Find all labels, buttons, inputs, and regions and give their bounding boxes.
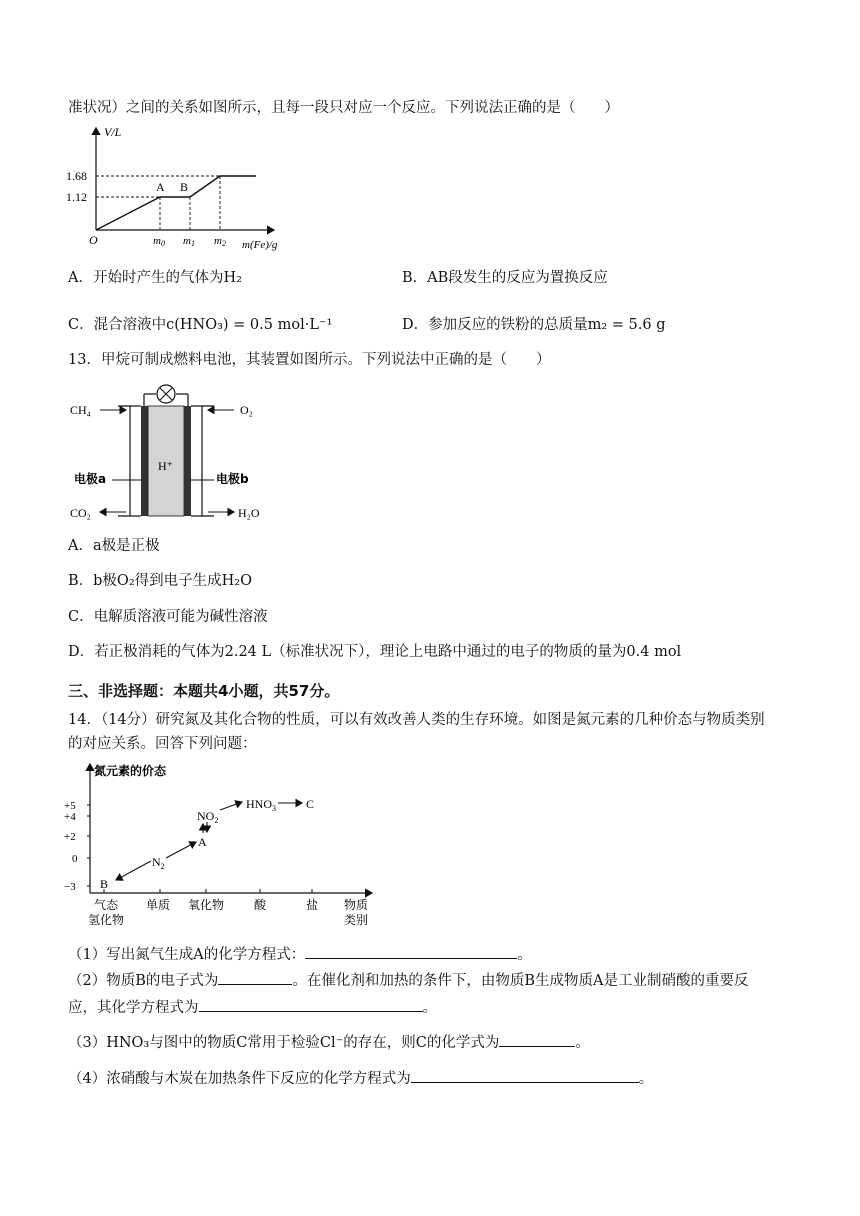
volume-line xyxy=(96,176,256,230)
species-b: B xyxy=(100,877,109,891)
species-c: C xyxy=(306,797,315,811)
q13-option-a: A．a极是正极 xyxy=(68,538,160,554)
cat-class-1: 物质 xyxy=(344,898,369,912)
answer-blank-2[interactable] xyxy=(218,970,292,985)
q12-option-d: D．参加反应的铁粉的总质量m₂ = 5.6 g xyxy=(402,317,666,333)
y-tick-minus3: −3 xyxy=(64,881,76,893)
h2o-label: H₂O xyxy=(238,506,260,520)
o2-label: O₂ xyxy=(240,403,253,417)
cat-salt: 盐 xyxy=(306,898,319,912)
q14-stem-line1: 14．（14分）研究氮及其化合物的性质，可以有效改善人类的生存环境。如图是氮元素的几种价态与物质类别 xyxy=(68,712,765,728)
y-tick-plus2: +2 xyxy=(64,831,76,843)
q13-stem: 13．甲烷可制成燃料电池，其装置如图所示。下列说法中正确的是（ ） xyxy=(68,352,551,368)
species-hno3: $HNO_3$ xyxy=(246,797,276,813)
cat-acid: 酸 xyxy=(254,898,267,912)
y-tick-112: 1.12 xyxy=(66,190,87,204)
q13-option-d: D．若正极消耗的气体为2.24 L（标准状况下），理论上电路中通过的电子的物质的量为0.4 mol xyxy=(68,644,682,660)
h-ion-label: H⁺ xyxy=(158,459,173,473)
answer-blank-4[interactable] xyxy=(499,1032,575,1047)
valence-y-label: 氮元素的价态 xyxy=(94,764,167,778)
cat-hydride-2: 氢化物 xyxy=(88,913,125,927)
y-tick-plus5: +5 xyxy=(64,800,76,812)
answer-blank-5[interactable] xyxy=(411,1068,639,1083)
x-axis-label: m(Fe)/g xyxy=(242,239,278,251)
q14-nitrogen-valence-diagram xyxy=(60,758,380,936)
ch4-label: CH₄ xyxy=(70,403,91,417)
species-no2: $NO_2$ xyxy=(197,809,219,825)
q13-option-b: B．b极O₂得到电子生成H₂O xyxy=(68,573,252,589)
y-tick-0: 0 xyxy=(72,853,78,865)
cat-hydride-1: 气态 xyxy=(94,898,119,912)
q13-option-c: C．电解质溶液可能为碱性溶液 xyxy=(68,609,268,625)
x-tick-m1: m1 xyxy=(183,235,195,248)
cat-element: 单质 xyxy=(146,898,171,912)
x-tick-m0: m0 xyxy=(153,235,165,248)
section3-title: 三、非选择题：本题共4小题，共57分。 xyxy=(68,682,340,700)
y-axis-label: V/L xyxy=(104,125,122,139)
origin-label: O xyxy=(89,233,98,247)
answer-blank-3[interactable] xyxy=(199,997,423,1012)
q14-sub1: （1）写出氮气生成A的化学方程式： 。 xyxy=(68,944,532,965)
q14-sub2-cont: 应，其化学方程式为 。 xyxy=(68,997,437,1018)
q12-option-a: A．开始时产生的气体为H₂ xyxy=(68,270,242,286)
q14-sub2: （2）物质B的电子式为 。在催化剂和加热的条件下，由物质B生成物质A是工业制硝酸的重要反 xyxy=(68,970,749,991)
species-a: A xyxy=(198,835,207,849)
x-tick-m2: m2 xyxy=(214,235,226,248)
species-n2: $N_2$ xyxy=(152,855,165,871)
q12-volume-chart xyxy=(66,120,290,252)
y-tick-168: 1.68 xyxy=(66,169,87,183)
y-tick-plus4: +4 xyxy=(64,811,76,823)
point-b-label: B xyxy=(180,180,189,194)
q12-option-b: B．AB段发生的反应为置换反应 xyxy=(402,270,608,286)
electrode-b-plate xyxy=(184,406,191,516)
q12-stem-tail: 准状况）之间的关系如图所示，且每一段只对应一个反应。下列说法正确的是（ ） xyxy=(68,100,619,116)
q13-fuel-cell-diagram xyxy=(68,380,278,522)
point-a-label: A xyxy=(156,180,165,194)
co2-label: CO₂ xyxy=(70,506,91,520)
electrode-a-label: 电极a xyxy=(74,472,107,486)
electrode-b-label: 电极b xyxy=(216,472,249,486)
electrode-a-plate xyxy=(141,406,148,516)
q14-sub3: （3）HNO₃与图中的物质C常用于检验Cl⁻的存在，则C的化学式为 。 xyxy=(68,1032,590,1053)
q14-sub4: （4）浓硝酸与木炭在加热条件下反应的化学方程式为 。 xyxy=(68,1068,653,1089)
cat-class-2: 类别 xyxy=(344,913,369,927)
answer-blank-1[interactable] xyxy=(305,944,517,959)
q12-option-c: C．混合溶液中c(HNO₃) = 0.5 mol·L⁻¹ xyxy=(68,317,333,333)
cat-oxide: 氧化物 xyxy=(188,898,225,912)
q14-stem-line2: 的对应关系。回答下列问题： xyxy=(68,736,257,752)
